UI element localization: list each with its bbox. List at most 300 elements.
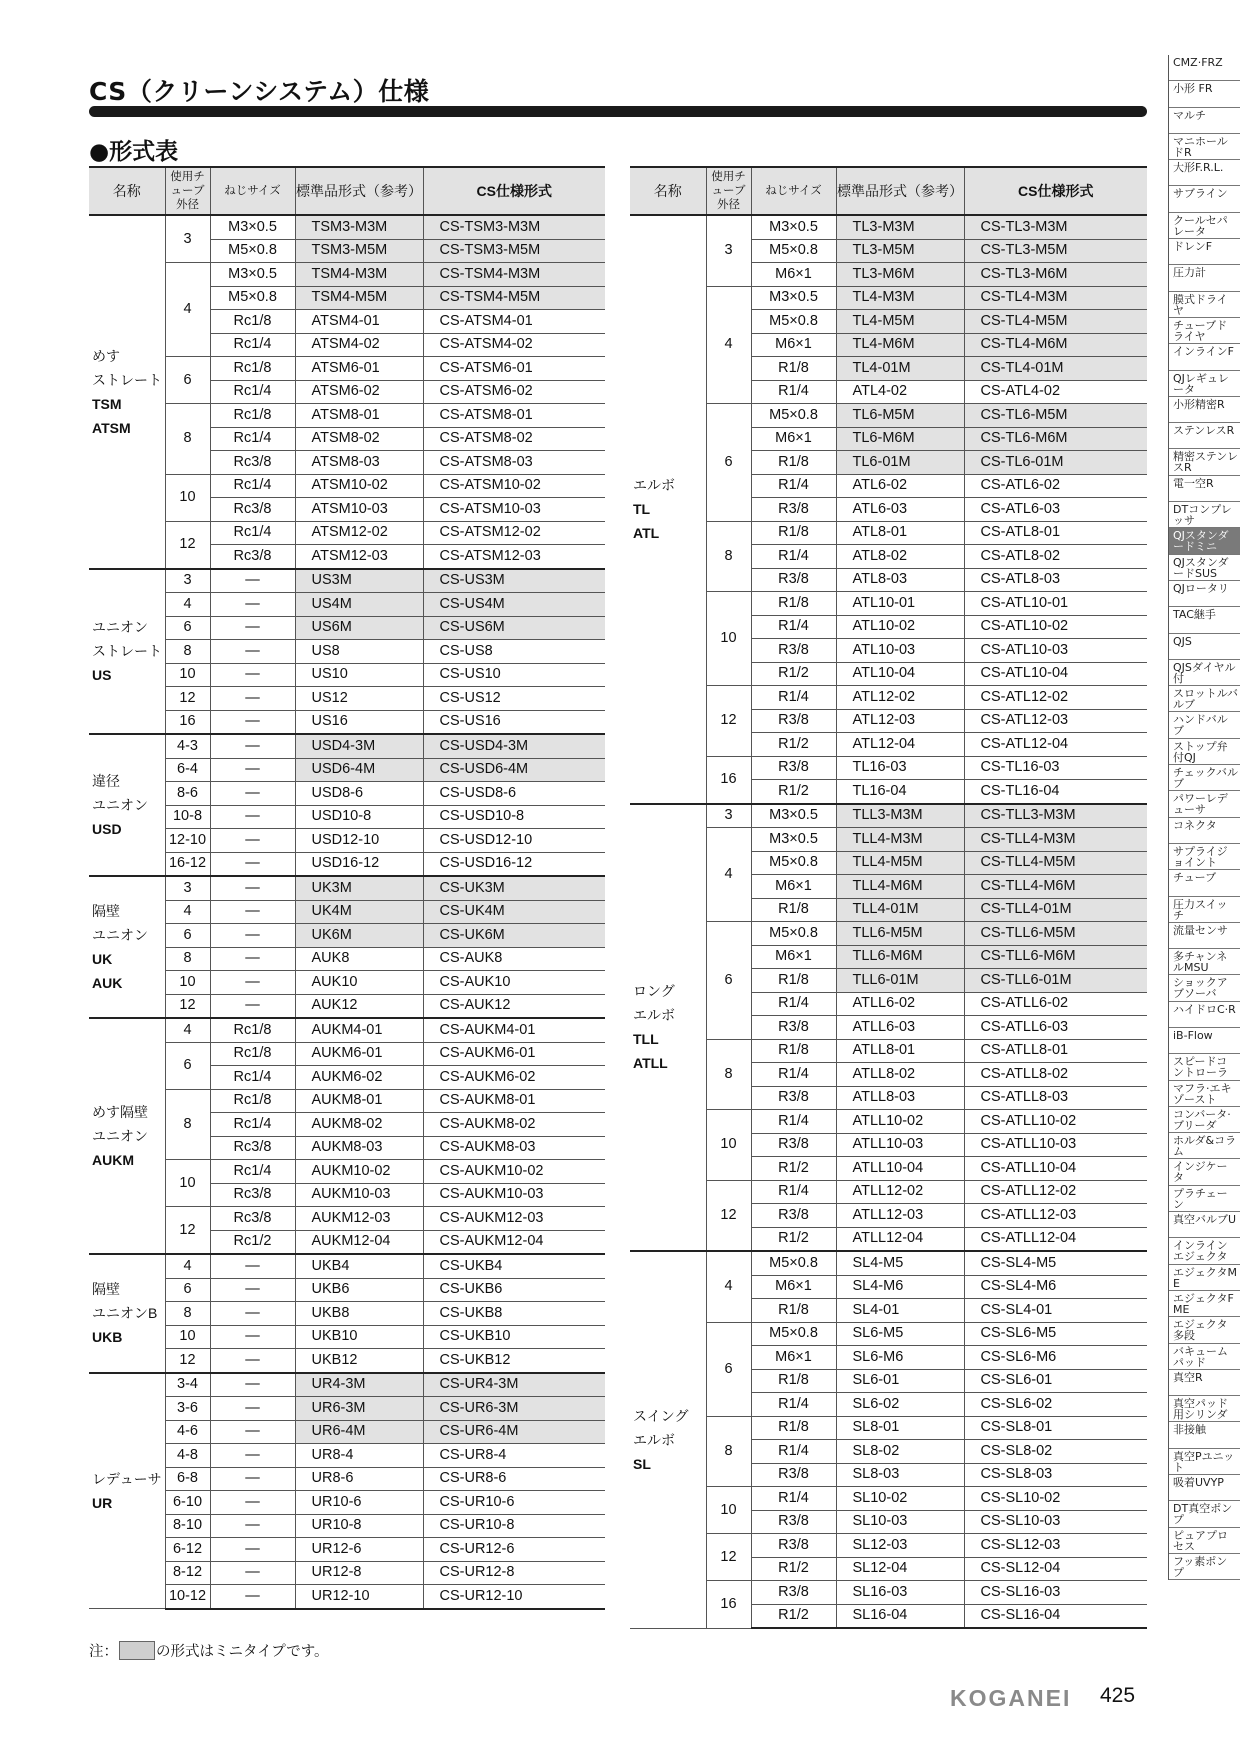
side-index-tab[interactable]: スピードコントローラ (1169, 1054, 1240, 1080)
cs-model-cell: CS-UR6-4M (423, 1420, 605, 1444)
side-index-tab[interactable]: クールセパレータ (1169, 213, 1240, 239)
table-row (89, 1373, 605, 1397)
side-index-tab[interactable]: 真空バルブU (1169, 1212, 1240, 1238)
cs-model-cell: CS-UR12-6 (423, 1538, 605, 1562)
side-index-tab[interactable]: チューブ (1169, 870, 1240, 896)
thread-size-cell: M3×0.5 (751, 804, 836, 828)
side-index-tab[interactable]: チューブドライヤ (1169, 318, 1240, 344)
tube-od-cell: 6 (165, 924, 210, 948)
thread-size-cell: R1/4 (751, 474, 836, 498)
cs-model-cell: CS-TSM3-M3M (423, 215, 605, 239)
cs-model-cell: CS-SL8-02 (964, 1440, 1147, 1464)
product-code: SL (633, 1455, 651, 1472)
cs-model-cell: CS-TLL4-M6M (964, 875, 1147, 899)
table-row (89, 1514, 605, 1538)
thread-size-cell: — (210, 1349, 295, 1373)
table-row (89, 687, 605, 711)
cs-model-cell: CS-TLL4-01M (964, 898, 1147, 922)
product-name: めす隔壁 (92, 1104, 148, 1120)
thread-size-cell: — (210, 1467, 295, 1491)
side-index-tab[interactable]: QJスタンダードSUS (1169, 555, 1240, 581)
header-od: 使用チューブ外径 (165, 167, 210, 215)
product-name-cell (89, 1254, 165, 1373)
standard-model-cell: ATL8-03 (836, 568, 964, 592)
cs-model-cell: CS-SL10-03 (964, 1510, 1147, 1534)
standard-model-cell: UK3M (295, 876, 423, 900)
side-index-tab[interactable]: マニホールドR (1169, 134, 1240, 160)
cs-model-cell: CS-USD8-6 (423, 782, 605, 806)
table-row (630, 1039, 1147, 1063)
cs-model-cell: CS-AUKM6-02 (423, 1066, 605, 1090)
cs-model-cell: CS-ATSM12-02 (423, 521, 605, 545)
product-name: ロング (633, 983, 675, 1000)
thread-size-cell: — (210, 640, 295, 664)
product-code: UKB (92, 1329, 123, 1346)
side-index-tab[interactable]: 小形 FR (1169, 81, 1240, 107)
cs-model-cell: CS-TSM3-M5M (423, 239, 605, 263)
standard-model-cell: ATL8-01 (836, 521, 964, 545)
side-index-tab[interactable]: QJSダイヤル付 (1169, 660, 1240, 686)
thread-size-cell: — (210, 1514, 295, 1538)
standard-model-cell: ATL10-03 (836, 639, 964, 663)
thread-size-cell: Rc1/2 (210, 1230, 295, 1254)
cs-model-cell: CS-SL8-01 (964, 1416, 1147, 1440)
tube-od-cell: 8 (165, 404, 210, 475)
standard-model-cell: ATL6-03 (836, 498, 964, 522)
cs-model-cell: CS-UR8-6 (423, 1467, 605, 1491)
standard-model-cell: TLL3-M3M (836, 804, 964, 828)
side-index-tab[interactable]: エジェクタ多段 (1169, 1317, 1240, 1343)
cs-model-cell: CS-US12 (423, 687, 605, 711)
thread-size-cell: R1/4 (751, 1180, 836, 1204)
standard-model-cell: UKB12 (295, 1349, 423, 1373)
standard-model-cell: TL6-M6M (836, 427, 964, 451)
tube-od-cell: 16 (706, 1581, 751, 1629)
table-row (630, 1534, 1147, 1558)
standard-model-cell: ATL10-04 (836, 662, 964, 686)
page-title: CS（クリーンシステム）仕様 (89, 77, 430, 106)
tube-od-cell: 3 (165, 569, 210, 593)
thread-size-cell: — (210, 1585, 295, 1609)
tube-od-cell: 16-12 (165, 852, 210, 876)
standard-model-cell: ATLL12-03 (836, 1204, 964, 1228)
side-index-tab[interactable]: iB-Flow (1169, 1028, 1240, 1054)
side-index-tab[interactable]: ピュアプロセス (1169, 1528, 1240, 1554)
side-index-tab[interactable]: ストップ弁付QJ (1169, 739, 1240, 765)
thread-size-cell: M3×0.5 (751, 828, 836, 852)
thread-size-cell: R3/8 (751, 1016, 836, 1040)
cs-model-cell: CS-TL4-M6M (964, 333, 1147, 357)
side-index-tab[interactable]: 小形精密R (1169, 397, 1240, 423)
side-index-tab[interactable]: ハンドバルブ (1169, 712, 1240, 738)
thread-size-cell: Rc1/8 (210, 1018, 295, 1042)
side-index-tab[interactable]: 膜式ドライヤ (1169, 292, 1240, 318)
thread-size-cell: R1/4 (751, 686, 836, 710)
standard-model-cell: UR10-8 (295, 1514, 423, 1538)
thread-size-cell: M5×0.8 (751, 851, 836, 875)
table-row (89, 215, 605, 239)
standard-model-cell: USD6-4M (295, 758, 423, 782)
tube-od-cell: 10 (165, 1160, 210, 1207)
table-row (89, 852, 605, 876)
standard-model-cell: ATL10-01 (836, 592, 964, 616)
tube-od-cell: 6 (706, 1322, 751, 1416)
thread-size-cell: R1/8 (751, 521, 836, 545)
standard-model-cell: ATL6-02 (836, 474, 964, 498)
thread-size-cell: — (210, 782, 295, 806)
thread-size-cell: Rc1/8 (210, 357, 295, 381)
product-code: TSM (92, 395, 122, 412)
side-index-tab[interactable]: 非接触 (1169, 1422, 1240, 1448)
thread-size-cell: Rc1/4 (210, 521, 295, 545)
product-code: TL (633, 501, 651, 518)
thread-size-cell: M3×0.5 (210, 215, 295, 239)
side-index-tab[interactable]: 真空R (1169, 1370, 1240, 1396)
cs-model-cell: CS-TL16-03 (964, 756, 1147, 780)
cs-model-cell: CS-UR8-4 (423, 1444, 605, 1468)
standard-model-cell: TL3-M3M (836, 215, 964, 239)
thread-size-cell: — (210, 1444, 295, 1468)
tube-od-cell: 10-12 (165, 1585, 210, 1609)
table-row (89, 1018, 605, 1042)
thread-size-cell: Rc3/8 (210, 1136, 295, 1160)
header-cs: CS仕様形式 (964, 167, 1147, 215)
cs-model-cell: CS-UKB12 (423, 1349, 605, 1373)
cs-model-cell: CS-AUKM10-02 (423, 1160, 605, 1184)
cs-model-cell: CS-AUKM10-03 (423, 1183, 605, 1207)
thread-size-cell: Rc1/8 (210, 1042, 295, 1066)
standard-model-cell: TL3-M5M (836, 239, 964, 263)
header-thread: ねじサイズ (751, 167, 836, 215)
side-index-tab[interactable]: インラインF (1169, 344, 1240, 370)
thread-size-cell: — (210, 924, 295, 948)
cs-model-cell: CS-ATL8-03 (964, 568, 1147, 592)
thread-size-cell: R3/8 (751, 639, 836, 663)
standard-model-cell: ATLL12-02 (836, 1180, 964, 1204)
side-index-tab[interactable]: フッ素ポンプ (1169, 1554, 1240, 1580)
standard-model-cell: TLL4-01M (836, 898, 964, 922)
product-name: ユニオン (92, 1128, 148, 1144)
standard-model-cell: ATLL10-02 (836, 1110, 964, 1134)
standard-model-cell: UKB4 (295, 1254, 423, 1278)
thread-size-cell: M6×1 (751, 1275, 836, 1299)
thread-size-cell: R1/4 (751, 1110, 836, 1134)
side-index-tab[interactable]: コンバータ·ブリーダ (1169, 1107, 1240, 1133)
standard-model-cell: SL10-03 (836, 1510, 964, 1534)
standard-model-cell: ATLL6-02 (836, 992, 964, 1016)
cs-model-cell: CS-TLL4-M3M (964, 828, 1147, 852)
tube-od-cell: 10 (165, 1325, 210, 1349)
tube-od-cell: 3 (706, 804, 751, 828)
thread-size-cell: M3×0.5 (751, 215, 836, 239)
title-bar (89, 106, 1147, 117)
table-row (630, 1487, 1147, 1511)
table-row (89, 1585, 605, 1609)
side-index-tab[interactable]: 多チャンネルMSU (1169, 949, 1240, 975)
standard-model-cell: SL4-01 (836, 1299, 964, 1323)
cs-model-cell: CS-ATLL6-02 (964, 992, 1147, 1016)
thread-size-cell: M5×0.8 (751, 1322, 836, 1346)
side-index-tab[interactable]: ドレンF (1169, 239, 1240, 265)
table-row (630, 686, 1147, 710)
cs-model-cell: CS-USD16-12 (423, 852, 605, 876)
thread-size-cell: R1/8 (751, 1039, 836, 1063)
side-index-tab[interactable]: コネクタ (1169, 818, 1240, 844)
side-index-tab[interactable]: TAC継手 (1169, 607, 1240, 633)
standard-model-cell: UR4-3M (295, 1373, 423, 1397)
cs-model-cell: CS-TLL3-M3M (964, 804, 1147, 828)
thread-size-cell: — (210, 900, 295, 924)
side-index-tab[interactable]: バキュームパッド (1169, 1344, 1240, 1370)
thread-size-cell: — (210, 829, 295, 853)
side-index-tab[interactable]: エジェクタFME (1169, 1291, 1240, 1317)
standard-model-cell: UR12-6 (295, 1538, 423, 1562)
side-index-tab[interactable]: マルチ (1169, 108, 1240, 134)
side-index-tab[interactable]: サプライジョイント (1169, 844, 1240, 870)
header-thread: ねじサイズ (210, 167, 295, 215)
cs-model-cell: CS-TLL6-M6M (964, 945, 1147, 969)
tube-od-cell: 6 (165, 1042, 210, 1089)
standard-model-cell: AUKM10-02 (295, 1160, 423, 1184)
thread-size-cell: R3/8 (751, 1463, 836, 1487)
thread-size-cell: Rc1/4 (210, 1066, 295, 1090)
tube-od-cell: 4 (165, 1018, 210, 1042)
side-index-tab[interactable]: 真空Pユニット (1169, 1449, 1240, 1475)
side-index-tab[interactable]: DTコンプレッサ (1169, 502, 1240, 528)
side-index-tab[interactable]: 大形F.R.L. (1169, 160, 1240, 186)
standard-model-cell: ATL4-02 (836, 380, 964, 404)
thread-size-cell: R1/4 (751, 545, 836, 569)
standard-model-cell: SL8-03 (836, 1463, 964, 1487)
cs-model-cell: CS-US16 (423, 710, 605, 734)
standard-model-cell: SL8-01 (836, 1416, 964, 1440)
product-name: エルボ (633, 1007, 675, 1024)
standard-model-cell: SL6-M5 (836, 1322, 964, 1346)
table-row (89, 1302, 605, 1326)
standard-model-cell: US6M (295, 616, 423, 640)
standard-model-cell: TL4-01M (836, 357, 964, 381)
thread-size-cell: R1/2 (751, 1604, 836, 1628)
table-row (89, 1444, 605, 1468)
standard-model-cell: UK6M (295, 924, 423, 948)
thread-size-cell: M5×0.8 (210, 286, 295, 310)
thread-size-cell: Rc3/8 (210, 451, 295, 475)
standard-model-cell: TLL4-M3M (836, 828, 964, 852)
standard-model-cell: UKB6 (295, 1278, 423, 1302)
thread-size-cell: R1/2 (751, 1227, 836, 1251)
table-right-body (630, 215, 1147, 1628)
table-row (89, 900, 605, 924)
thread-size-cell: M6×1 (751, 1346, 836, 1370)
side-index (1168, 55, 1240, 1580)
tube-od-cell: 4-3 (165, 734, 210, 758)
table-row (89, 876, 605, 900)
tube-od-cell: 3-6 (165, 1397, 210, 1421)
table-row (89, 782, 605, 806)
side-index-tab[interactable]: マフラ·エキゾースト (1169, 1081, 1240, 1107)
cs-model-cell: CS-TL6-M5M (964, 404, 1147, 428)
side-index-tab[interactable]: インラインエジェクタ (1169, 1238, 1240, 1264)
cs-model-cell: CS-TLL6-01M (964, 969, 1147, 993)
standard-model-cell: ATSM10-02 (295, 474, 423, 498)
product-name: ユニオン (92, 619, 148, 636)
product-name: エルボ (633, 1431, 675, 1448)
standard-model-cell: AUKM8-02 (295, 1113, 423, 1137)
tube-od-cell: 8-10 (165, 1514, 210, 1538)
standard-model-cell: ATL8-02 (836, 545, 964, 569)
side-index-tab[interactable]: QJS (1169, 634, 1240, 660)
side-index-tab[interactable]: スロットルバルブ (1169, 686, 1240, 712)
side-index-tab[interactable]: エジェクタME (1169, 1265, 1240, 1291)
side-index-tab[interactable]: 圧力計 (1169, 265, 1240, 291)
thread-size-cell: — (210, 1278, 295, 1302)
cs-model-cell: CS-AUK10 (423, 971, 605, 995)
product-name-cell (630, 215, 706, 804)
cs-model-cell: CS-ATL8-02 (964, 545, 1147, 569)
table-row (89, 1491, 605, 1515)
side-index-tab[interactable]: ホルダ&コラム (1169, 1133, 1240, 1159)
product-code: TLL (633, 1031, 659, 1048)
standard-model-cell: ATLL10-03 (836, 1133, 964, 1157)
standard-model-cell: UR8-6 (295, 1467, 423, 1491)
thread-size-cell: — (210, 1491, 295, 1515)
thread-size-cell: — (210, 994, 295, 1018)
cs-model-cell: CS-SL6-01 (964, 1369, 1147, 1393)
standard-model-cell: TSM4-M5M (295, 286, 423, 310)
cs-model-cell: CS-ATLL10-04 (964, 1157, 1147, 1181)
thread-size-cell: R1/8 (751, 592, 836, 616)
cs-model-cell: CS-USD6-4M (423, 758, 605, 782)
product-code: AUK (92, 975, 123, 991)
thread-size-cell: M6×1 (751, 875, 836, 899)
tube-od-cell: 6-8 (165, 1467, 210, 1491)
side-index-tab[interactable]: QJロータリ (1169, 581, 1240, 607)
cs-model-cell: CS-SL12-03 (964, 1534, 1147, 1558)
table-row (630, 215, 1147, 239)
side-index-tab[interactable]: プラチェーン (1169, 1186, 1240, 1212)
cs-model-cell: CS-SL4-01 (964, 1299, 1147, 1323)
tube-od-cell: 3 (165, 876, 210, 900)
side-index-tab[interactable]: 圧力スイッチ (1169, 897, 1240, 923)
tube-od-cell: 4 (706, 828, 751, 922)
thread-size-cell: Rc1/4 (210, 333, 295, 357)
thread-size-cell: — (210, 876, 295, 900)
side-index-tab[interactable]: 真空パッド用シリンダ (1169, 1396, 1240, 1422)
standard-model-cell: SL12-04 (836, 1557, 964, 1581)
tube-od-cell: 12 (165, 521, 210, 569)
side-index-tab[interactable]: ステンレスR (1169, 423, 1240, 449)
thread-size-cell: — (210, 947, 295, 971)
standard-model-cell: TLL6-01M (836, 969, 964, 993)
standard-model-cell: TLL4-M5M (836, 851, 964, 875)
standard-model-cell: TL4-M5M (836, 310, 964, 334)
side-index-tab[interactable]: CMZ·FRZ (1169, 55, 1240, 81)
table-row (89, 404, 605, 428)
thread-size-cell: — (210, 687, 295, 711)
standard-model-cell: USD10-8 (295, 805, 423, 829)
standard-model-cell: US16 (295, 710, 423, 734)
table-row (89, 1254, 605, 1278)
standard-model-cell: ATLL8-02 (836, 1063, 964, 1087)
header-std: 標準品形式（参考） (836, 167, 964, 215)
table-row (630, 1180, 1147, 1204)
thread-size-cell: — (210, 663, 295, 687)
tube-od-cell: 4-8 (165, 1444, 210, 1468)
table-row (89, 710, 605, 734)
thread-size-cell: Rc1/8 (210, 1089, 295, 1113)
side-index-tab[interactable]: ショックアブソーバ (1169, 975, 1240, 1001)
thread-size-cell: — (210, 1561, 295, 1585)
side-index-tab[interactable]: 流量センサ (1169, 923, 1240, 949)
thread-size-cell: — (210, 710, 295, 734)
tube-od-cell: 6 (706, 922, 751, 1040)
tube-od-cell: 12 (165, 994, 210, 1018)
thread-size-cell: — (210, 1397, 295, 1421)
side-index-tab[interactable]: DT真空ポンプ (1169, 1501, 1240, 1527)
cs-model-cell: CS-AUKM6-01 (423, 1042, 605, 1066)
side-index-tab[interactable]: インジケータ (1169, 1159, 1240, 1185)
standard-model-cell: US4M (295, 593, 423, 617)
side-index-tab[interactable]: QJレギュレータ (1169, 371, 1240, 397)
cs-model-cell: CS-UR10-6 (423, 1491, 605, 1515)
side-index-tab[interactable]: パワーレデューサ (1169, 791, 1240, 817)
thread-size-cell: Rc3/8 (210, 498, 295, 522)
standard-model-cell: UR6-3M (295, 1397, 423, 1421)
side-index-tab[interactable]: 電一空R (1169, 476, 1240, 502)
standard-model-cell: UR10-6 (295, 1491, 423, 1515)
tube-od-cell: 12 (165, 1349, 210, 1373)
side-index-tab[interactable]: 吸着UVYP (1169, 1475, 1240, 1501)
thread-size-cell: Rc1/8 (210, 404, 295, 428)
thread-size-cell: — (210, 569, 295, 593)
standard-model-cell: USD12-10 (295, 829, 423, 853)
standard-model-cell: TL6-01M (836, 451, 964, 475)
cs-model-cell: CS-ATLL10-02 (964, 1110, 1147, 1134)
cs-model-cell: CS-UK3M (423, 876, 605, 900)
standard-model-cell: US8 (295, 640, 423, 664)
thread-size-cell: — (210, 1325, 295, 1349)
section-title: ●形式表 (89, 139, 179, 165)
thread-size-cell: R1/4 (751, 1487, 836, 1511)
standard-model-cell: ATL10-02 (836, 615, 964, 639)
standard-model-cell: UKB8 (295, 1302, 423, 1326)
side-index-tab[interactable]: サブライン (1169, 186, 1240, 212)
thread-size-cell: Rc1/4 (210, 1160, 295, 1184)
table-row (630, 1322, 1147, 1346)
thread-size-cell: R1/8 (751, 357, 836, 381)
standard-model-cell: TL16-04 (836, 780, 964, 804)
cs-model-cell: CS-US4M (423, 593, 605, 617)
standard-model-cell: ATL12-04 (836, 733, 964, 757)
side-index-tab[interactable]: チェックバルブ (1169, 765, 1240, 791)
side-index-tab[interactable]: QJスタンダードミニ (1169, 528, 1240, 554)
side-index-tab[interactable]: 精密ステンレスR (1169, 449, 1240, 475)
standard-model-cell: UR8-4 (295, 1444, 423, 1468)
table-row (89, 947, 605, 971)
standard-model-cell: TSM3-M5M (295, 239, 423, 263)
tube-od-cell: 4-6 (165, 1420, 210, 1444)
side-index-tab[interactable]: ハイドロC·R (1169, 1002, 1240, 1028)
spec-table-right (630, 166, 1147, 1629)
cs-model-cell: CS-AUK12 (423, 994, 605, 1018)
standard-model-cell: AUKM8-01 (295, 1089, 423, 1113)
table-row (89, 1349, 605, 1373)
tube-od-cell: 6-4 (165, 758, 210, 782)
tube-od-cell: 12 (706, 686, 751, 757)
standard-model-cell: AUK8 (295, 947, 423, 971)
table-row (630, 1251, 1147, 1275)
product-name: レデューサ (92, 1470, 162, 1487)
